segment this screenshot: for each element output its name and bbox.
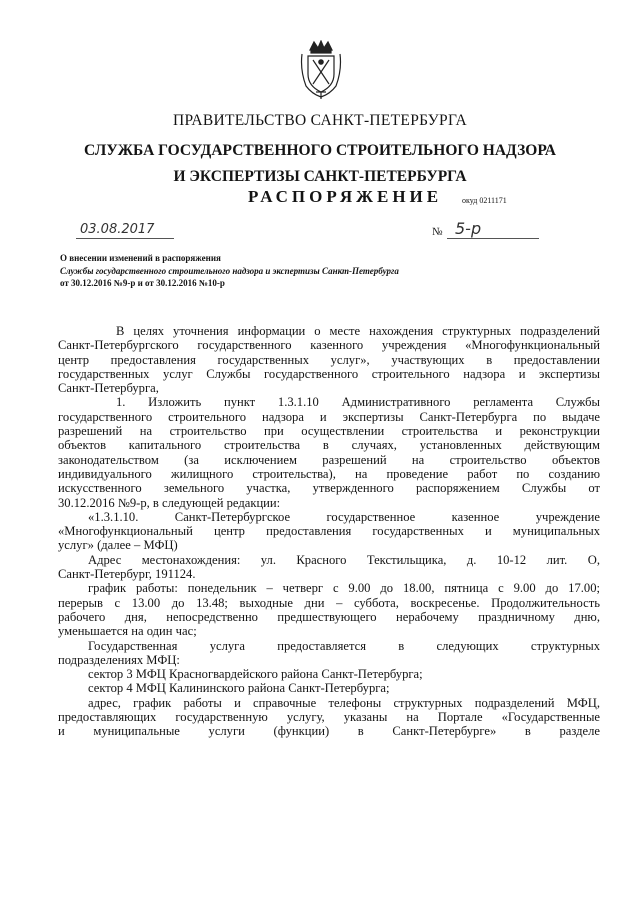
document-number: 5-р (455, 219, 482, 238)
body-line: искусственного земельного участка, утвержденного распоряжением Службы от (58, 481, 600, 496)
body-line: услуг» (далее – МФЦ) (58, 538, 178, 553)
body-line: Санкт-Петербург, 191124. (58, 567, 196, 582)
service-title-line-2: И ЭКСПЕРТИЗЫ САНКТ-ПЕТЕРБУРГА (173, 168, 467, 185)
document-subject (60, 252, 580, 290)
coat-of-arms-emblem (300, 40, 342, 100)
body-line: законодательством (за исключением разрешений на строительство объектов (58, 452, 600, 467)
body-line: В целях уточнения информации о месте нахождения структурных подразделений (116, 324, 600, 338)
body-line: разрешений на строительство при осуществлении строительства и реконструкции (58, 424, 600, 439)
body-line: уменьшается на один час; (58, 624, 197, 639)
body-line: рабочего дня, непосредственно предшествующего нерабочему праздничному дню, (58, 609, 600, 624)
subject-line-2: Службы государственного строительного надзора и экспертизы Санкт-Петербурга (60, 265, 399, 276)
body-line: предоставляющих государственную услугу, указаны на Портале «Государственные (58, 710, 600, 725)
service-title-line-1: СЛУЖБА ГОСУДАРСТВЕННОГО СТРОИТЕЛЬНОГО НАДЗОРА (83, 142, 557, 159)
body-line: Санкт-Петербурга, (58, 381, 159, 396)
document-body (58, 324, 600, 739)
number-label: № (432, 226, 443, 238)
body-line: 30.12.2016 №9-р, в следующей редакции: (58, 495, 281, 510)
body-line: сектор 3 МФЦ Красногвардейского района Санкт-Петербурга; (88, 667, 423, 682)
body-line: «1.3.1.10. Санкт-Петербургское государственное казенное учреждение (88, 509, 600, 524)
body-line: центр предоставления государственных услуг», участвующих в предоставлении (58, 352, 600, 367)
body-line: «Многофункциональный центр предоставления государственных и муниципальных (58, 524, 600, 539)
date-underline (76, 238, 174, 239)
government-title: ПРАВИТЕЛЬСТВО САНКТ-ПЕТЕРБУРГА (172, 112, 468, 129)
body-line: и муниципальные услуги (функции) в Санкт-Петербурге» в разделе (58, 724, 600, 739)
body-line: государственного строительного надзора и экспертизы Санкт-Петербурга по выдаче (58, 409, 600, 424)
body-line: Государственная услуга предоставляется в следующих структурных (88, 638, 600, 653)
subject-line-1: О внесении изменений в распоряжения (60, 253, 221, 263)
document-type: РАСПОРЯЖЕНИЕ (248, 187, 443, 206)
subject-line-3: от 30.12.2016 №9-р и от 30.12.2016 №10-р (60, 278, 225, 288)
body-line: график работы: понедельник – четверг с 9.00 до 18.00, пятница с 9.00 до 17.00; (88, 581, 600, 596)
body-line: адрес, график работы и справочные телефоны структурных подразделений МФЦ, (88, 695, 600, 710)
body-line: индивидуального жилищного строительства), на проведение работ по созданию (58, 466, 600, 481)
body-line: государственных услуг Службы государственного строительного надзора и экспертизы (58, 366, 600, 381)
number-underline (447, 238, 539, 239)
document-date: 03.08.2017 (80, 222, 155, 237)
body-line: подразделениях МФЦ: (58, 652, 180, 667)
body-line: Санкт-Петербургского государственного казенного учреждения «Многофункциональный (58, 338, 600, 353)
okud-code: окуд 0211171 (462, 196, 507, 205)
body-line: перерыв с 13.00 до 13.48; выходные дни – суббота, воскресенье. Продолжительность (58, 595, 600, 610)
body-line: сектор 4 МФЦ Калининского района Санкт-Петербурга; (88, 681, 390, 696)
body-line: Адрес местонахождения: ул. Красного Текстильщика, д. 10-12 лит. О, (88, 552, 600, 567)
service-title (0, 138, 640, 190)
body-line: объектов капитального строительства в случаях, установленных действующим (58, 438, 600, 453)
body-line: 1. Изложить пункт 1.3.1.10 Административного регламента Службы (116, 395, 600, 410)
